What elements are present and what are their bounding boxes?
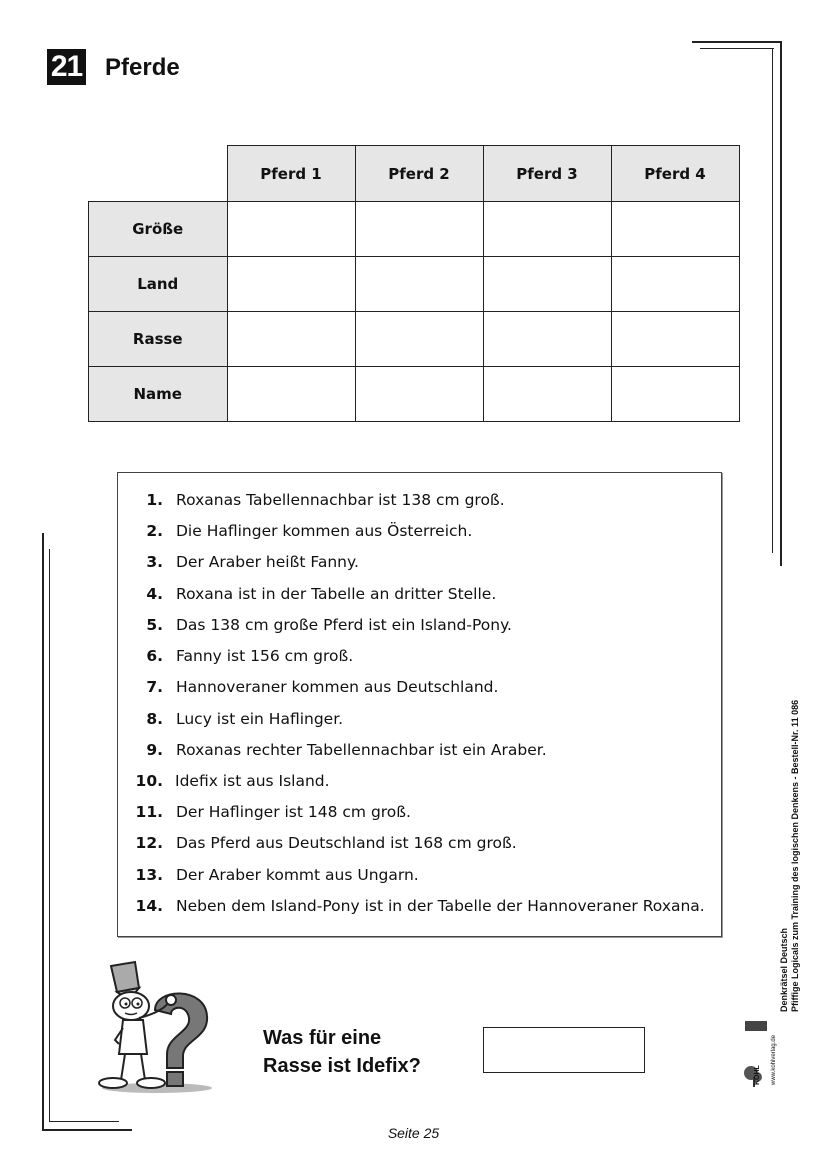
grid-cell[interactable] — [227, 257, 355, 312]
column-header: Pferd 3 — [483, 146, 611, 202]
grid-cell[interactable] — [355, 202, 483, 257]
grid-cell[interactable] — [611, 202, 739, 257]
grid-cell[interactable] — [227, 202, 355, 257]
grid-cell[interactable] — [483, 257, 611, 312]
grid-cell[interactable] — [483, 367, 611, 422]
publisher-name: KOHL — [754, 1065, 761, 1085]
row-header: Land — [89, 257, 228, 312]
side-text-line-1: Denkrätsel Deutsch — [779, 927, 789, 1012]
grid-cell[interactable] — [483, 202, 611, 257]
logic-grid-table — [88, 145, 740, 422]
side-text-line-2: Pfiffige Logicals zum Training des logischen Denkens - Bestell-Nr. 11 086 — [790, 699, 800, 1012]
side-text — [779, 700, 801, 1012]
grid-cell[interactable] — [355, 257, 483, 312]
question-line-1: Was für eine — [263, 1027, 382, 1049]
question-line-2: Rasse ist Idefix? — [263, 1055, 421, 1077]
question-text — [263, 1024, 463, 1080]
row-header: Größe — [89, 202, 228, 257]
row-header: Name — [89, 367, 228, 422]
grid-cell[interactable] — [227, 367, 355, 422]
exercise-number: 21 — [47, 49, 86, 85]
grid-cell[interactable] — [611, 257, 739, 312]
column-header: Pferd 2 — [355, 146, 483, 202]
grid-cell[interactable] — [611, 367, 739, 422]
clues-box: 1. Roxanas Tabellennachbar ist 138 cm groß. 2. Die Haflinger kommen aus Österreich. 3. Der Araber heißt Fanny. 4. Roxana ist in der Tabelle an dritter Stelle. 5. Das 138 cm große Pferd ist ein Island-Pony. 6. Fanny ist 156 cm groß. 7. Hannoveraner kommen aus Deutschland. 8. Lucy ist ein Haflinger. 9. Roxanas rechter Tabellennachbar ist ein Araber. 10. Idefix ist aus Island. 11. Der Haflinger ist 148 cm groß. 12. Das Pferd aus Deutschland ist 168 cm groß. 13. Der Araber kommt aus Ungarn. 14. Neben dem Island-Pony ist in der Tabelle der Hannoveraner Roxana. — [117, 472, 722, 937]
answer-box[interactable] — [483, 1027, 645, 1073]
table-corner — [89, 146, 228, 202]
publisher-url: www.kohlverlag.de — [771, 1034, 777, 1085]
column-header: Pferd 4 — [611, 146, 739, 202]
row-header: Rasse — [89, 312, 228, 367]
column-header: Pferd 1 — [227, 146, 355, 202]
page-title: Pferde — [105, 54, 180, 81]
page-number: Seite 25 — [387, 1125, 440, 1141]
grid-cell[interactable] — [355, 367, 483, 422]
thinking-pencil-mascot-icon — [95, 958, 220, 1094]
grid-cell[interactable] — [355, 312, 483, 367]
grid-cell[interactable] — [611, 312, 739, 367]
grid-cell[interactable] — [483, 312, 611, 367]
grid-cell[interactable] — [227, 312, 355, 367]
